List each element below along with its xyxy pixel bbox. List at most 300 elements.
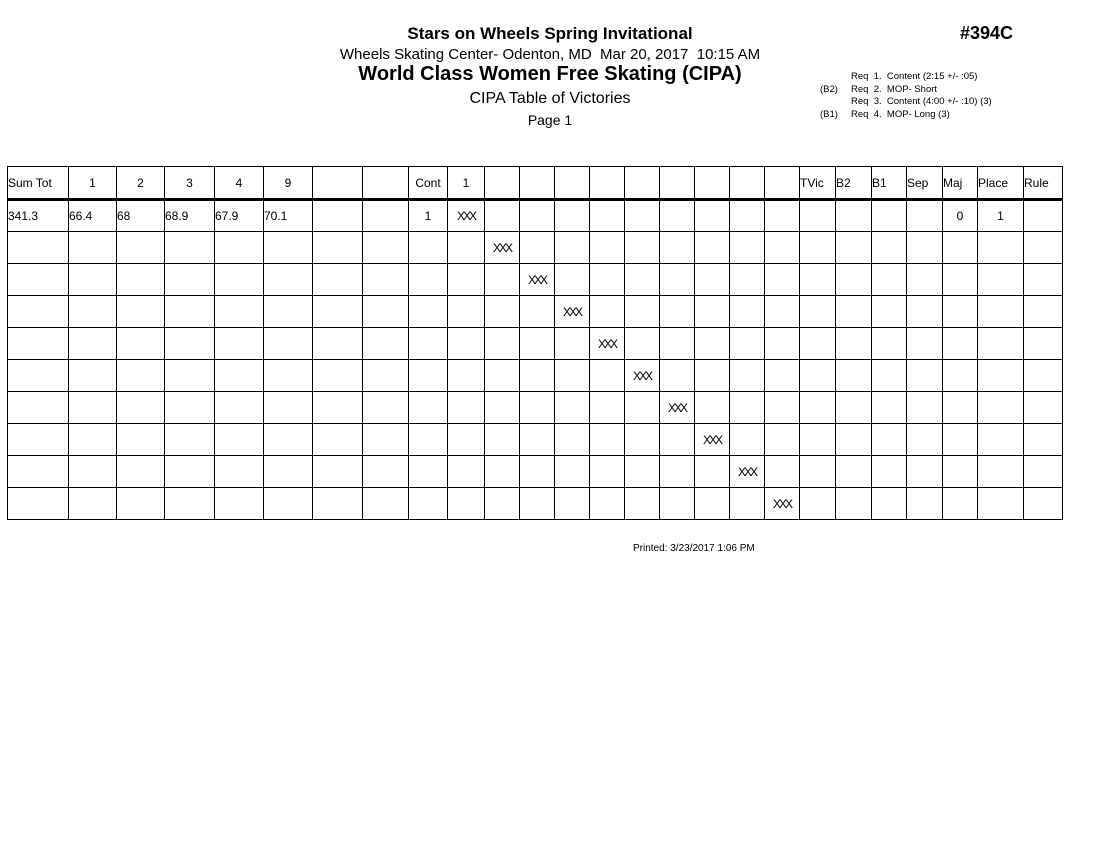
table-cell xyxy=(1024,328,1063,360)
table-cell xyxy=(660,264,695,296)
table-cell xyxy=(363,424,409,456)
table-cell xyxy=(872,392,907,424)
table-cell xyxy=(8,232,69,264)
competition-title: Stars on Wheels Spring Invitational xyxy=(407,24,693,43)
table-cell xyxy=(485,328,520,360)
table-cell xyxy=(8,424,69,456)
table-cell xyxy=(660,200,695,232)
table-cell xyxy=(313,296,363,328)
table-cell xyxy=(907,424,943,456)
table-cell xyxy=(8,360,69,392)
table-cell xyxy=(117,264,165,296)
table-row xyxy=(8,424,1063,456)
table-cell xyxy=(448,456,485,488)
table-cell xyxy=(765,232,800,264)
table-cell xyxy=(448,392,485,424)
event-number: #394C xyxy=(960,23,1014,43)
table-cell xyxy=(943,328,978,360)
table-cell xyxy=(363,264,409,296)
table-cell xyxy=(800,360,836,392)
column-header xyxy=(313,167,363,200)
column-header xyxy=(695,167,730,200)
table-cell xyxy=(313,328,363,360)
table-cell: 68.9 xyxy=(165,200,215,232)
requirement-border-label: (B1) xyxy=(820,108,838,120)
table-cell xyxy=(165,264,215,296)
victories-table xyxy=(7,166,1063,520)
victory-mark-cell: XXX xyxy=(590,328,625,360)
table-cell xyxy=(264,232,313,264)
table-cell xyxy=(8,456,69,488)
table-cell xyxy=(872,456,907,488)
table-cell xyxy=(555,328,590,360)
table-cell xyxy=(765,456,800,488)
column-header: Rule xyxy=(1024,167,1063,200)
table-cell xyxy=(555,264,590,296)
table-row xyxy=(8,392,1063,424)
table-cell xyxy=(836,488,872,520)
table-cell xyxy=(69,296,117,328)
table-cell xyxy=(8,264,69,296)
column-header: 3 xyxy=(165,167,215,200)
table-cell xyxy=(409,328,448,360)
table-cell xyxy=(978,296,1024,328)
requirements-list xyxy=(820,71,992,121)
column-header xyxy=(730,167,765,200)
event-title: World Class Women Free Skating (CIPA) xyxy=(358,63,742,85)
table-cell xyxy=(800,232,836,264)
table-row xyxy=(8,200,1063,232)
requirement-border-label xyxy=(820,96,851,109)
table-cell xyxy=(555,424,590,456)
table-cell xyxy=(872,232,907,264)
table-cell xyxy=(978,424,1024,456)
table-cell xyxy=(485,488,520,520)
table-cell xyxy=(695,392,730,424)
table-cell xyxy=(485,264,520,296)
table-cell xyxy=(165,232,215,264)
column-header: TVic xyxy=(800,167,836,200)
table-cell xyxy=(943,456,978,488)
table-cell xyxy=(69,264,117,296)
table-cell xyxy=(117,296,165,328)
table-cell xyxy=(69,232,117,264)
table-cell xyxy=(117,392,165,424)
table-cell xyxy=(800,456,836,488)
table-cell xyxy=(590,488,625,520)
column-header: 2 xyxy=(117,167,165,200)
table-cell xyxy=(363,296,409,328)
table-cell xyxy=(409,392,448,424)
victory-mark-cell: XXX xyxy=(448,200,485,232)
table-cell xyxy=(590,392,625,424)
table-row xyxy=(8,456,1063,488)
column-header: 1 xyxy=(69,167,117,200)
table-cell xyxy=(165,328,215,360)
column-header: Sep xyxy=(907,167,943,200)
table-cell xyxy=(1024,456,1063,488)
table-cell xyxy=(264,328,313,360)
table-cell: 70.1 xyxy=(264,200,313,232)
table-cell xyxy=(520,360,555,392)
table-cell xyxy=(978,392,1024,424)
table-cell xyxy=(765,296,800,328)
table-cell xyxy=(485,456,520,488)
table-cell xyxy=(943,424,978,456)
table-cell xyxy=(943,232,978,264)
table-cell xyxy=(1024,392,1063,424)
requirement-text: Req 1. Content (2:15 +/- :05) xyxy=(851,71,978,82)
table-cell xyxy=(165,424,215,456)
table-cell xyxy=(1024,232,1063,264)
table-cell xyxy=(907,296,943,328)
table-cell: 341.3 xyxy=(8,200,69,232)
table-cell xyxy=(907,264,943,296)
table-cell xyxy=(485,392,520,424)
table-cell xyxy=(836,392,872,424)
table-cell xyxy=(695,200,730,232)
table-cell xyxy=(409,296,448,328)
table-cell xyxy=(800,392,836,424)
column-header xyxy=(363,167,409,200)
table-cell xyxy=(520,296,555,328)
table-cell xyxy=(448,232,485,264)
table-cell xyxy=(836,264,872,296)
victory-mark-cell: XXX xyxy=(625,360,660,392)
table-cell xyxy=(117,328,165,360)
table-cell xyxy=(363,392,409,424)
table-cell xyxy=(907,360,943,392)
table-cell xyxy=(555,232,590,264)
column-header xyxy=(590,167,625,200)
table-cell xyxy=(1024,200,1063,232)
table-cell xyxy=(69,424,117,456)
table-cell xyxy=(363,360,409,392)
column-header xyxy=(625,167,660,200)
table-cell xyxy=(695,264,730,296)
table-cell xyxy=(520,232,555,264)
column-header xyxy=(660,167,695,200)
table-cell xyxy=(485,296,520,328)
table-cell xyxy=(8,296,69,328)
table-cell xyxy=(363,232,409,264)
table-cell xyxy=(836,232,872,264)
table-cell xyxy=(765,200,800,232)
table-cell xyxy=(978,264,1024,296)
table-cell xyxy=(555,200,590,232)
table-cell xyxy=(520,328,555,360)
table-cell xyxy=(165,392,215,424)
table-cell xyxy=(625,488,660,520)
table-cell xyxy=(943,264,978,296)
table-cell xyxy=(8,392,69,424)
table-cell xyxy=(409,456,448,488)
column-header: B2 xyxy=(836,167,872,200)
table-cell xyxy=(215,456,264,488)
table-cell xyxy=(800,200,836,232)
table-cell xyxy=(730,328,765,360)
table-cell xyxy=(69,392,117,424)
table-cell xyxy=(625,392,660,424)
requirement-text: Req 4. MOP- Long (3) xyxy=(851,108,950,120)
table-cell xyxy=(69,328,117,360)
table-cell xyxy=(264,296,313,328)
table-cell xyxy=(215,232,264,264)
table-cell xyxy=(907,232,943,264)
table-cell xyxy=(695,360,730,392)
table-cell xyxy=(625,456,660,488)
table-cell xyxy=(872,296,907,328)
column-header: B1 xyxy=(872,167,907,200)
column-header xyxy=(555,167,590,200)
table-cell xyxy=(264,424,313,456)
requirement-row xyxy=(820,84,992,97)
table-cell xyxy=(520,424,555,456)
table-cell xyxy=(1024,488,1063,520)
victory-mark-cell: XXX xyxy=(520,264,555,296)
table-cell xyxy=(872,360,907,392)
table-cell: 1 xyxy=(978,200,1024,232)
table-cell xyxy=(485,360,520,392)
table-cell xyxy=(730,232,765,264)
table-row xyxy=(8,488,1063,520)
table-cell xyxy=(800,488,836,520)
table-cell xyxy=(363,328,409,360)
table-cell xyxy=(836,200,872,232)
venue-date-line: Wheels Skating Center- Odenton, MD Mar 20, 2017 10:15 AM xyxy=(339,46,761,63)
table-cell xyxy=(765,424,800,456)
table-cell xyxy=(69,488,117,520)
table-cell xyxy=(409,424,448,456)
table-cell xyxy=(313,392,363,424)
column-header: 1 xyxy=(448,167,485,200)
table-row xyxy=(8,264,1063,296)
table-cell xyxy=(660,296,695,328)
table-cell: 1 xyxy=(409,200,448,232)
table-cell xyxy=(660,328,695,360)
table-cell xyxy=(943,360,978,392)
requirement-text: Req 2. MOP- Short xyxy=(851,83,938,95)
table-cell xyxy=(836,360,872,392)
table-cell xyxy=(117,360,165,392)
table-cell xyxy=(765,264,800,296)
table-cell xyxy=(978,360,1024,392)
table-cell xyxy=(215,488,264,520)
column-header: Place xyxy=(978,167,1024,200)
table-cell xyxy=(765,360,800,392)
table-cell xyxy=(69,456,117,488)
table-cell xyxy=(695,328,730,360)
table-cell xyxy=(264,456,313,488)
table-cell xyxy=(730,488,765,520)
table-cell xyxy=(117,488,165,520)
table-row xyxy=(8,232,1063,264)
table-cell xyxy=(264,360,313,392)
table-cell xyxy=(907,200,943,232)
table-cell xyxy=(1024,264,1063,296)
table-cell xyxy=(730,360,765,392)
table-cell xyxy=(765,392,800,424)
table-cell xyxy=(907,328,943,360)
table-cell xyxy=(485,424,520,456)
table-cell xyxy=(313,424,363,456)
table-cell xyxy=(264,392,313,424)
table-cell xyxy=(448,296,485,328)
requirement-row xyxy=(820,96,992,109)
table-cell xyxy=(590,360,625,392)
victory-mark-cell: XXX xyxy=(660,392,695,424)
table-cell xyxy=(555,392,590,424)
table-cell xyxy=(264,488,313,520)
column-header: Sum Tot xyxy=(8,167,69,200)
table-cell: 68 xyxy=(117,200,165,232)
table-cell xyxy=(907,392,943,424)
column-header: 9 xyxy=(264,167,313,200)
table-cell xyxy=(448,424,485,456)
table-cell xyxy=(165,296,215,328)
table-cell xyxy=(1024,424,1063,456)
table-cell xyxy=(695,456,730,488)
table-cell xyxy=(215,328,264,360)
table-cell xyxy=(660,360,695,392)
table-cell xyxy=(215,264,264,296)
table-cell xyxy=(117,456,165,488)
table-cell xyxy=(836,296,872,328)
table-cell xyxy=(313,360,363,392)
column-header: 4 xyxy=(215,167,264,200)
table-cell xyxy=(978,456,1024,488)
column-header: Maj xyxy=(943,167,978,200)
table-cell xyxy=(555,488,590,520)
table-row xyxy=(8,360,1063,392)
table-cell xyxy=(730,392,765,424)
table-cell xyxy=(590,200,625,232)
table-cell xyxy=(520,392,555,424)
requirement-border-label xyxy=(820,71,851,84)
column-header xyxy=(485,167,520,200)
printed-timestamp: Printed: 3/23/2017 1:06 PM xyxy=(633,543,755,554)
table-cell xyxy=(448,488,485,520)
table-cell: 66.4 xyxy=(69,200,117,232)
victory-mark-cell: XXX xyxy=(765,488,800,520)
table-cell xyxy=(943,488,978,520)
table-cell xyxy=(872,200,907,232)
table-cell xyxy=(695,488,730,520)
table-cell xyxy=(800,264,836,296)
table-cell xyxy=(800,424,836,456)
table-cell xyxy=(313,232,363,264)
table-cell xyxy=(165,488,215,520)
table-cell xyxy=(800,296,836,328)
table-cell xyxy=(872,264,907,296)
table-cell xyxy=(485,200,520,232)
table-cell xyxy=(1024,360,1063,392)
table-cell xyxy=(313,456,363,488)
table-cell xyxy=(264,264,313,296)
table-cell xyxy=(590,296,625,328)
table-cell xyxy=(313,488,363,520)
table-cell xyxy=(836,424,872,456)
table-cell xyxy=(117,424,165,456)
table-cell xyxy=(625,296,660,328)
table-cell xyxy=(215,296,264,328)
report-subtitle: CIPA Table of Victories xyxy=(469,90,631,107)
table-cell xyxy=(660,456,695,488)
table-cell xyxy=(625,424,660,456)
table-cell: 0 xyxy=(943,200,978,232)
table-cell xyxy=(730,264,765,296)
column-header xyxy=(520,167,555,200)
table-cell xyxy=(590,264,625,296)
table-cell xyxy=(520,488,555,520)
table-cell xyxy=(555,360,590,392)
table-cell xyxy=(943,392,978,424)
page-number: Page 1 xyxy=(527,112,573,128)
requirement-row xyxy=(820,71,992,84)
table-cell xyxy=(625,328,660,360)
column-header xyxy=(765,167,800,200)
table-cell xyxy=(730,200,765,232)
table-cell xyxy=(409,232,448,264)
table-cell xyxy=(1024,296,1063,328)
requirement-row xyxy=(820,109,992,122)
table-cell xyxy=(448,328,485,360)
requirement-border-label: (B2) xyxy=(820,83,838,95)
table-cell xyxy=(695,232,730,264)
table-cell xyxy=(695,296,730,328)
table-cell xyxy=(625,200,660,232)
table-cell xyxy=(907,488,943,520)
table-cell xyxy=(520,200,555,232)
table-cell: 67.9 xyxy=(215,200,264,232)
table-cell xyxy=(8,488,69,520)
victory-mark-cell: XXX xyxy=(555,296,590,328)
table-cell xyxy=(8,328,69,360)
table-cell xyxy=(448,360,485,392)
table-cell xyxy=(625,264,660,296)
requirement-text: Req 3. Content (4:00 +/- :10) (3) xyxy=(851,96,992,107)
table-cell xyxy=(660,424,695,456)
table-cell xyxy=(907,456,943,488)
table-cell xyxy=(555,456,590,488)
table-cell xyxy=(117,232,165,264)
table-cell xyxy=(978,232,1024,264)
table-cell xyxy=(363,456,409,488)
column-header: Cont xyxy=(409,167,448,200)
table-cell xyxy=(872,328,907,360)
table-cell xyxy=(215,424,264,456)
table-cell xyxy=(363,488,409,520)
table-cell xyxy=(409,488,448,520)
victory-mark-cell: XXX xyxy=(730,456,765,488)
table-cell xyxy=(590,232,625,264)
table-row xyxy=(8,296,1063,328)
table-cell xyxy=(215,392,264,424)
table-cell xyxy=(765,328,800,360)
table-cell xyxy=(520,456,555,488)
table-cell xyxy=(409,360,448,392)
table-row xyxy=(8,328,1063,360)
table-cell xyxy=(872,424,907,456)
table-cell xyxy=(625,232,660,264)
table-cell xyxy=(943,296,978,328)
table-cell xyxy=(730,424,765,456)
table-cell xyxy=(409,264,448,296)
victory-mark-cell: XXX xyxy=(695,424,730,456)
table-cell xyxy=(215,360,264,392)
table-cell xyxy=(978,488,1024,520)
table-cell xyxy=(448,264,485,296)
